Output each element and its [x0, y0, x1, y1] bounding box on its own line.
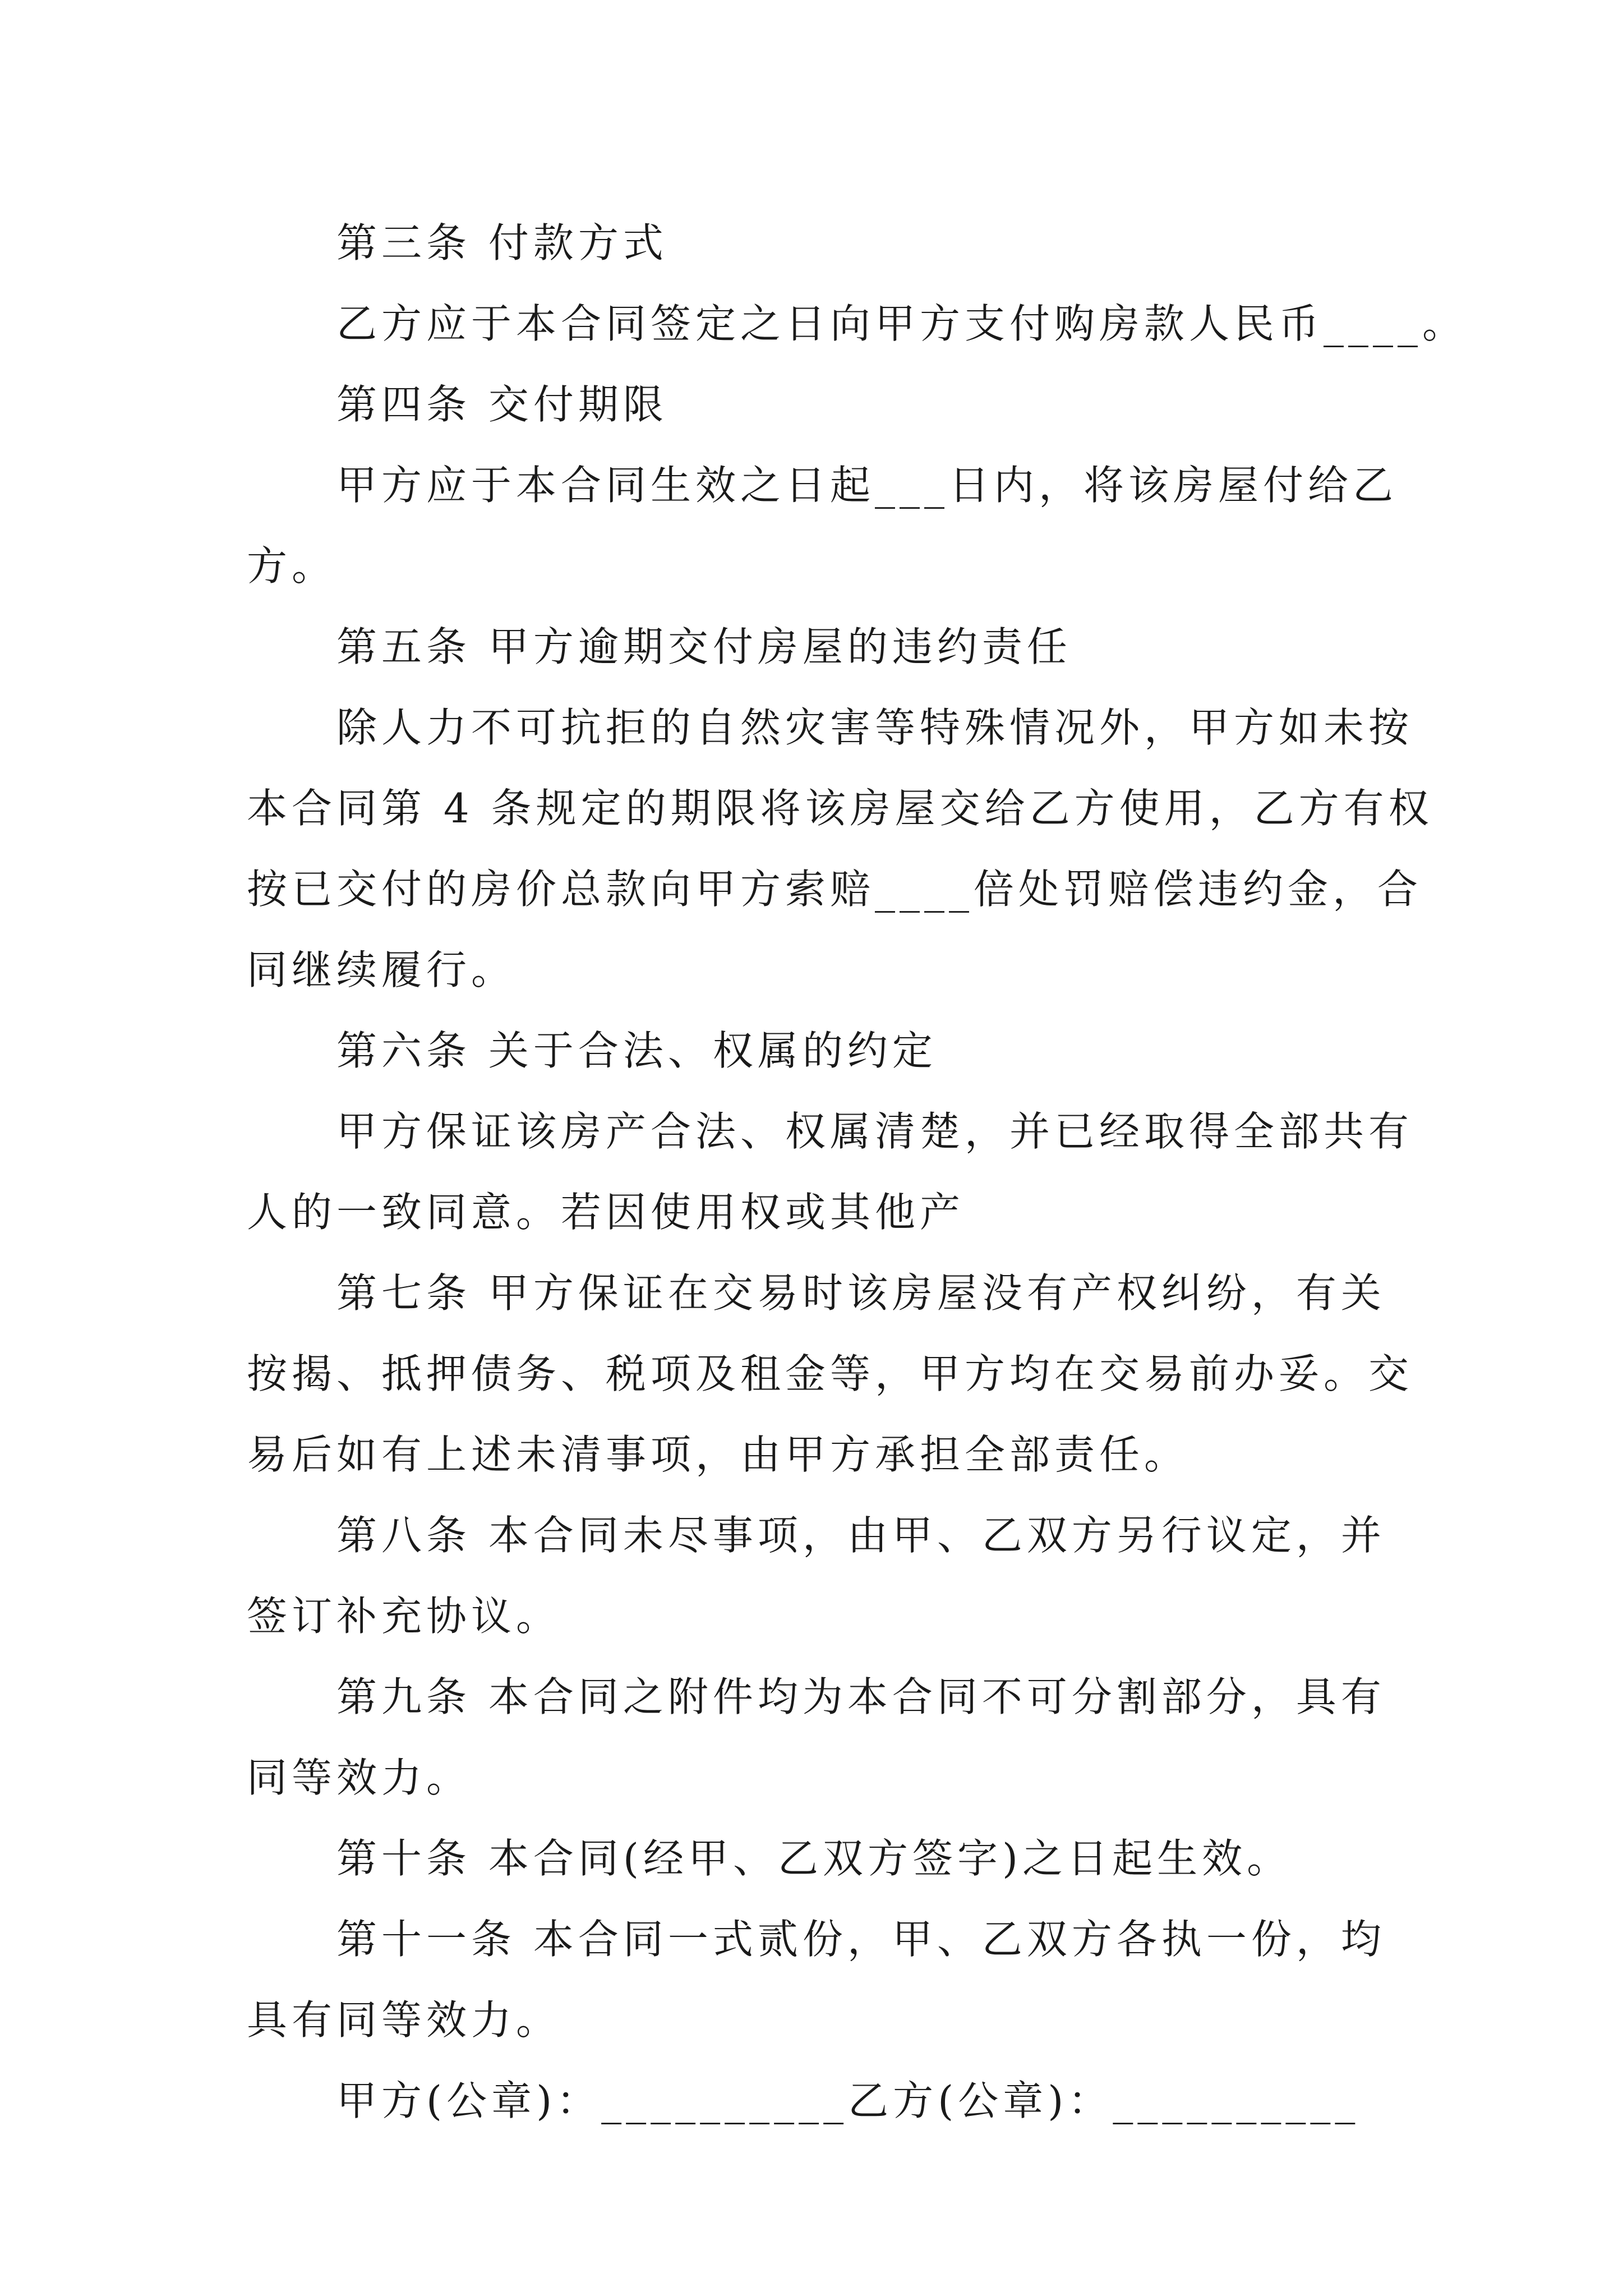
- article-6-text-line-2: 人的一致同意。若因使用权或其他产: [247, 1189, 965, 1236]
- article-8-text-line-2: 签订补充协议。: [247, 1593, 561, 1640]
- article-3-heading: 第三条 付款方式: [336, 219, 668, 266]
- article-9-text-line-2: 同等效力。: [247, 1754, 472, 1801]
- article-5-text-line-3: 按已交付的房价总款向甲方索赔____倍处罚赔偿违约金，合: [247, 866, 1423, 913]
- article-4-text-line-2: 方。: [247, 542, 337, 590]
- article-4-text-line-1: 甲方应于本合同生效之日起___日内，将该房屋付给乙: [336, 462, 1398, 509]
- article-8-text-line-1: 第八条 本合同未尽事项，由甲、乙双方另行议定，并: [336, 1512, 1386, 1559]
- article-11-text-line-1: 第十一条 本合同一式贰份，甲、乙双方各执一份，均: [336, 1916, 1386, 1963]
- article-5-text-line-1: 除人力不可抗拒的自然灾害等特殊情况外，甲方如未按: [336, 704, 1414, 751]
- article-11-text-line-2: 具有同等效力。: [247, 1996, 561, 2044]
- article-5-text-line-2: 本合同第 4 条规定的期限将该房屋交给乙方使用，乙方有权: [247, 785, 1433, 832]
- article-6-text-line-1: 甲方保证该房产合法、权属清楚，并已经取得全部共有: [336, 1108, 1414, 1155]
- article-7-text-line-2: 按揭、抵押债务、税项及租金等，甲方均在交易前办妥。交: [247, 1350, 1414, 1397]
- article-5-heading: 第五条 甲方逾期交付房屋的违约责任: [336, 623, 1072, 670]
- article-7-text-line-3: 易后如有上述未清事项，由甲方承担全部责任。: [247, 1431, 1189, 1478]
- article-6-heading: 第六条 关于合法、权属的约定: [336, 1027, 937, 1074]
- article-5-text-line-4: 同继续履行。: [247, 946, 517, 993]
- signature-line: 甲方(公章)：__________乙方(公章)：__________: [336, 2077, 1360, 2124]
- article-9-text-line-1: 第九条 本合同之附件均为本合同不可分割部分，具有: [336, 1673, 1386, 1720]
- article-10-text: 第十条 本合同(经甲、乙双方签字)之日起生效。: [336, 1835, 1292, 1882]
- article-7-text-line-1: 第七条 甲方保证在交易时该房屋没有产权纠纷，有关: [336, 1269, 1386, 1317]
- article-4-heading: 第四条 交付期限: [336, 381, 668, 428]
- article-3-text: 乙方应于本合同签定之日向甲方支付购房款人民币____。: [336, 300, 1468, 347]
